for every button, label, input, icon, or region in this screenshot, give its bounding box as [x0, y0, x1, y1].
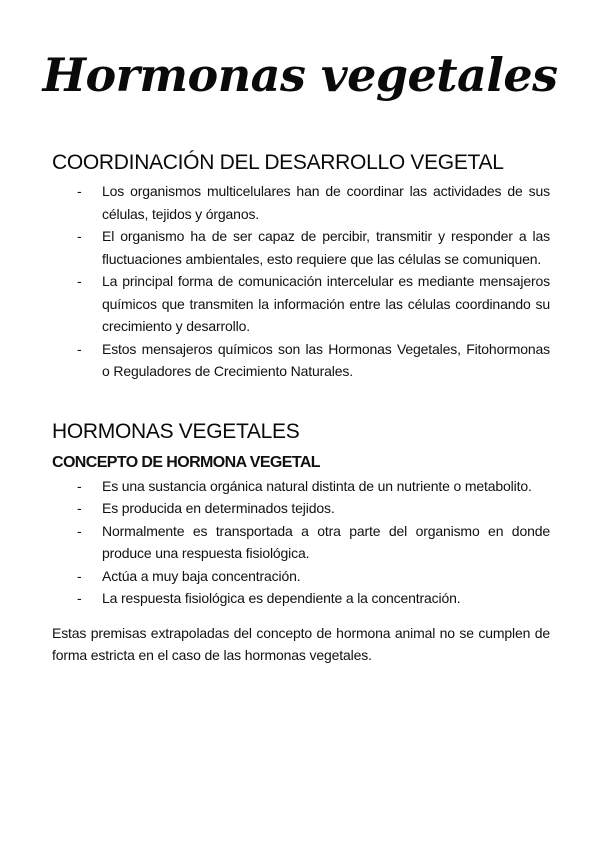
section-heading-coordinacion: COORDINACIÓN DEL DESARROLLO VEGETAL [52, 151, 504, 174]
list-item [52, 270, 550, 338]
dash-marker: - [77, 567, 82, 584]
list-item [52, 225, 550, 270]
list-item [52, 475, 550, 498]
subheading-concepto: CONCEPTO DE HORMONA VEGETAL [52, 453, 320, 471]
dash-marker: - [77, 522, 82, 539]
list-item-text: Es una sustancia orgánica natural distinta de un nutriente o metabolito. [102, 477, 532, 494]
list-item-text: Actúa a muy baja concentración. [102, 567, 301, 584]
list-item-text: El organismo ha de ser capaz de percibir, transmitir y responder a las fluctuaciones ambientales, esto requiere que las células se comuniquen. [102, 228, 550, 267]
dash-marker: - [77, 273, 82, 289]
dash-marker: - [77, 228, 82, 244]
dash-marker: - [77, 183, 82, 199]
list-item-text: La principal forma de comunicación intercelular es mediante mensajeros químicos que transmiten la información entre las células coordinando su crecimiento y desarrollo. [102, 273, 550, 334]
section-heading-hormonas: HORMONAS VEGETALES [52, 419, 300, 443]
list-item [52, 520, 550, 565]
dash-marker: - [77, 500, 82, 516]
list-item-text: Los organismos multicelulares han de coordinar las actividades de sus células, tejidos y órganos. [102, 183, 550, 222]
list-item-text: Normalmente es transportada a otra parte del organismo en donde produce una respuesta fisiológica. [102, 522, 550, 561]
dash-marker: - [77, 477, 82, 494]
list-item [52, 338, 550, 383]
dash-marker: - [77, 340, 82, 357]
closing-paragraph: Estas premisas extrapoladas del concepto de hormona animal no se cumplen de forma estricta en el caso de las hormonas vegetales. [52, 624, 550, 663]
list-item [52, 180, 550, 225]
list-item-text: Es producida en determinados tejidos. [102, 500, 335, 516]
list-item-text: La respuesta fisiológica es dependiente a la concentración. [102, 590, 461, 606]
concepto-list [52, 475, 550, 610]
list-item-text: Estos mensajeros químicos son las Hormonas Vegetales, Fitohormonas o Reguladores de Crecimiento Naturales. [102, 340, 550, 379]
list-item [52, 587, 550, 610]
dash-marker: - [77, 590, 82, 606]
page-title: Hormonas vegetales [42, 48, 558, 102]
list-item [52, 565, 550, 588]
document-body [52, 150, 550, 667]
list-item [52, 497, 550, 520]
coordinacion-list [52, 180, 550, 383]
